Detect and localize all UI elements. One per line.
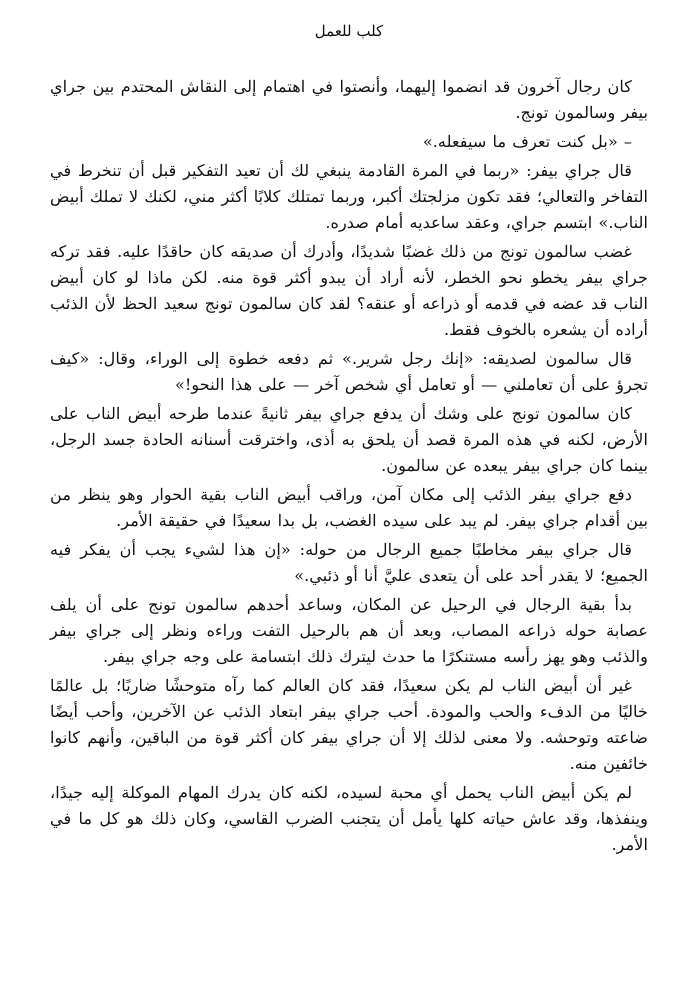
paragraph: – «بل كنت تعرف ما سيفعله.» [422,132,632,151]
paragraph: غير أن أبيض الناب لم يكن سعيدًا، فقد كان العالم كما رآه متوحشًا ضاريًا؛ بل عالمًا خاليًا من الدفء والحب والمودة. أحب جراي بيفر ابتعاد الذئب عن الآخرين، وأحب أيضًا ضاعته وتوحشه. ولا معنى لذلك إلا أن جراي بيفر كان أكثر قوة من الباقين، وأنهم كانوا خائفين منه. [50,676,648,773]
paragraph: كان سالمون تونج على وشك أن يدفع جراي بيفر ثانيةً عندما طرحه أبيض الناب على الأرض، لكنه في هذه المرة قصد أن يلحق به أذى، واخترقت أسنانه الحادة جسد الرجل، بينما كان جراي بيفر يبعده عن سالمون. [50,404,648,475]
running-header-title: كلب للعمل [314,22,384,40]
paragraph: غضب سالمون تونج من ذلك غضبًا شديدًا، وأدرك أن صديقه كان حاقدًا عليه. فقد تركه جراي بيفر يخطو نحو الخطر، لأنه أراد أن يبدو أكثر قوة منه. لكن ماذا لو كان أبيض الناب قد عضه في قدمه أو ذراعه أو عنقه؟ لقد كان سالمون تونج سعيد الحظ لأن الذئب أراده أن يشعره بالخوف فقط. [50,242,648,339]
paragraph: قال جراي بيفر مخاطبًا جميع الرجال من حوله: «إن هذا لشيء يجب أن يفكر فيه الجميع؛ لا يقدر أحد على أن يتعدى عليَّ أنا أو ذئبي.» [50,540,648,585]
paragraph: لم يكن أبيض الناب يحمل أي محبة لسيده، لكنه كان يدرك المهام الموكلة إليه جيدًا، وينفذها، وقد عاش حياته كلها يأمل أن يتجنب الضرب القاسي، وكان ذلك هو كل ما في الأمر. [50,783,648,854]
paragraph: كان رجال آخرون قد انضموا إليهما، وأنصتوا في اهتمام إلى النقاش المحتدم بين جراي بيفر وسالمون تونج. [50,77,648,122]
paragraph: قال سالمون لصديقه: «إنك رجل شرير.» ثم دفعه خطوة إلى الوراء، وقال: «كيف تجرؤ على أن تعاملني — أو تعامل أي شخص آخر — على هذا النحو!» [50,349,648,394]
paragraph: بدأ بقية الرجال في الرحيل عن المكان، وساعد أحدهم سالمون تونج على أن يلف عصابة حوله ذراعه المصاب، وبعد أن هم بالرحيل التفت وراءه ونظر إلى جراي بيفر والذئب وهو يهز رأسه مستنكرًا ما حدث ليترك ذلك ابتسامة على وجه جراي بيفر. [50,595,648,666]
book-page [50,0,648,1000]
paragraph: قال جراي بيفر: «ربما في المرة القادمة ينبغي لك أن تعيد التفكير قبل أن تنخرط في التفاخر والتعالي؛ فقد تكون مزلجتك أكبر، وربما تمتلك كلابًا أكثر مني، لكنك لا تملك أبيض الناب.» ابتسم جراي، وعقد ساعديه أمام صدره. [50,161,648,232]
paragraph: دفع جراي بيفر الذئب إلى مكان آمن، وراقب أبيض الناب بقية الحوار وهو ينظر من بين أقدام جراي بيفر. لم يبد على سيده الغضب، بل بدا سعيدًا في حقيقة الأمر. [50,485,648,530]
chapter-body [50,74,648,858]
